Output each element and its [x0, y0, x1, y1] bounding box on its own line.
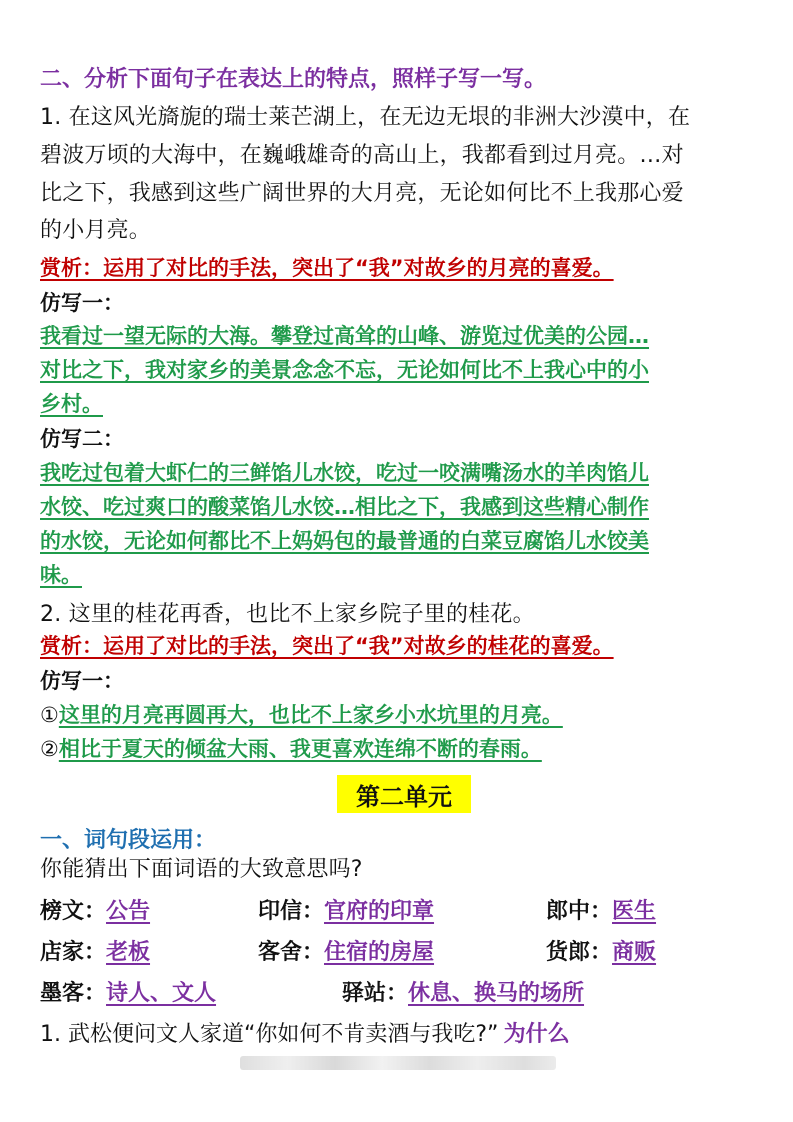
q1-line-2: 碧波万顷的大海中，在巍峨雄奇的高山上，我都看到过月亮。…对	[40, 143, 684, 168]
q1-imitation2-line-4: 味。	[40, 563, 82, 587]
blurred-watermark	[240, 1056, 556, 1070]
vocab-term: 郎中：	[546, 899, 613, 924]
vocab-meaning: 医生	[612, 899, 657, 924]
vocab-meaning: 商贩	[612, 940, 657, 965]
q1-line-4: 的小月亮。	[40, 218, 152, 243]
vocab-term: 驿站：	[342, 981, 409, 1006]
vocab-item	[40, 935, 150, 966]
q1-line-1: 1. 在这风光旖旎的瑞士莱芒湖上，在无边无垠的非洲大沙漠中，在	[40, 105, 691, 130]
q1-imitation1-label: 仿写一：	[40, 291, 124, 315]
cutoff-answer: 为什么	[503, 1022, 570, 1047]
vocab-meaning: 官府的印章	[324, 899, 435, 924]
vocab-item	[258, 935, 434, 966]
vocab-meaning: 诗人、文人	[106, 981, 217, 1006]
vocab-meaning: 老板	[106, 940, 151, 965]
q1-imitation2-line-3: 的水饺，无论如何都比不上妈妈包的最普通的白菜豆腐馅儿水饺美	[40, 529, 649, 553]
unit-title-badge: 第二单元	[337, 775, 471, 813]
item-marker: ②	[40, 737, 59, 761]
vocab-item	[40, 976, 216, 1007]
q1-imitation1-line-1: 我看过一望无际的大海。攀登过高耸的山峰、游览过优美的公园…	[40, 324, 649, 348]
vocab-term: 榜文：	[40, 899, 107, 924]
vocab-term: 货郎：	[546, 940, 613, 965]
vocab-item	[258, 894, 434, 925]
q1-imitation1-line-3: 乡村。	[40, 392, 103, 416]
q2-item-1-text: 这里的月亮再圆再大，也比不上家乡小水坑里的月亮。	[58, 703, 563, 727]
section-heading: 二、分析下面句子在表达上的特点，照样子写一写。	[40, 67, 547, 92]
q1-imitation2-label: 仿写二：	[40, 427, 124, 451]
item-marker: ①	[40, 703, 59, 727]
unit2-prompt: 你能猜出下面词语的大致意思吗?	[40, 857, 363, 882]
vocab-meaning: 公告	[106, 899, 151, 924]
q2-imitation1-label: 仿写一：	[40, 669, 124, 693]
vocab-item	[40, 894, 150, 925]
vocab-term: 印信：	[258, 899, 325, 924]
vocab-term: 墨客：	[40, 981, 107, 1006]
q1-imitation1-line-2: 对比之下，我对家乡的美景念念不忘，无论如何比不上我心中的小	[40, 358, 649, 382]
q1-line-3: 比之下，我感到这些广阔世界的大月亮，无论如何比不上我那心爱	[40, 181, 684, 206]
cutoff-text: 1. 武松便问文人家道“你如何不肯卖酒与我吃?”	[40, 1022, 499, 1047]
q2-sentence: 2. 这里的桂花再香，也比不上家乡院子里的桂花。	[40, 602, 535, 627]
vocab-item	[546, 894, 656, 925]
q2-analysis: 赏析：运用了对比的手法，突出了“我”对故乡的桂花的喜爱。	[40, 634, 614, 658]
q1-analysis: 赏析：运用了对比的手法，突出了“我”对故乡的月亮的喜爱。	[40, 256, 614, 280]
q2-item-2	[40, 733, 542, 763]
vocab-term: 店家：	[40, 940, 107, 965]
vocab-item	[342, 976, 584, 1007]
q1-imitation2-line-2: 水饺、吃过爽口的酸菜馅儿水饺…相比之下，我感到这些精心制作	[40, 495, 649, 519]
q1-imitation2-line-1: 我吃过包着大虾仁的三鲜馅儿水饺，吃过一咬满嘴汤水的羊肉馅儿	[40, 461, 649, 485]
vocab-meaning: 休息、换马的场所	[408, 981, 585, 1006]
q2-item-1	[40, 699, 563, 729]
unit2-heading: 一、词句段运用：	[40, 828, 217, 853]
cutoff-line	[40, 1013, 760, 1047]
vocab-term: 客舍：	[258, 940, 325, 965]
q2-item-2-text: 相比于夏天的倾盆大雨、我更喜欢连绵不断的春雨。	[58, 737, 542, 761]
vocab-meaning: 住宿的房屋	[324, 940, 435, 965]
vocab-item	[546, 935, 656, 966]
